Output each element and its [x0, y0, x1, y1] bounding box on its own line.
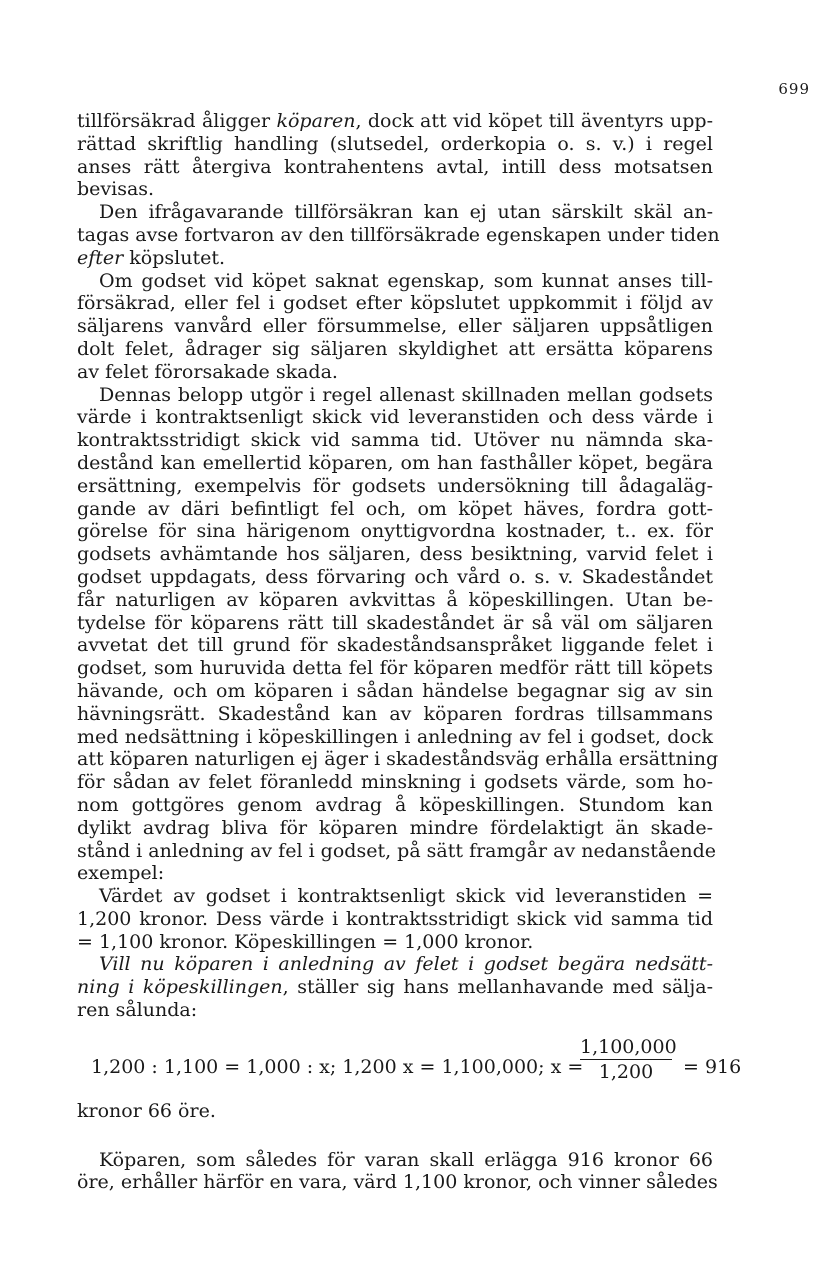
- text-line: hävningsrätt. Skadestånd kan av köparen fordras tillsammans: [77, 702, 713, 725]
- text-line: av felet förorsakade skada.: [77, 360, 338, 383]
- text-line: gande av däri befintligt fel och, om köpet häves, fordra gott-: [77, 497, 713, 520]
- text-line: för sådan av felet föranledd minskning i godsets värde, som ho-: [77, 771, 713, 794]
- text-line: nom gottgöres genom avdrag å köpeskillingen. Stundom kan: [77, 793, 713, 816]
- formula: [77, 1035, 742, 1098]
- text-line: avvetat det till grund för skadeståndsanspråket liggande felet i: [77, 634, 713, 657]
- paragraph-gap: [77, 1123, 713, 1149]
- text-line: rättad skriftlig handling (slutsedel, orderkopia o. s. v.) i regel: [77, 132, 713, 155]
- text-line: görelse för sina härigenom onyttigvordna kostnader, t.. ex. för: [77, 520, 713, 543]
- italic-phrase: Vill nu köparen i anledning av felet i godset begära nedsätt-: [99, 953, 713, 976]
- text-line: stånd i anledning av fel i godset, på sätt framgår av nedanstående: [77, 839, 717, 862]
- formula-right: = 916: [683, 1055, 742, 1078]
- text-line: öre, erhåller härför en vara, värd 1,100 kronor, och vinner således: [77, 1171, 718, 1194]
- formula-fraction: [580, 1035, 677, 1083]
- text-line: ning i köpeskillingen, ställer sig hans mellanhavande med sälja-: [77, 976, 713, 999]
- page-number: 699: [778, 80, 810, 98]
- text-line: Om godset vid köpet saknat egenskap, som kunnat anses till-: [99, 269, 713, 292]
- text-line: destånd kan emellertid köparen, om han fasthåller köpet, begära: [77, 451, 713, 474]
- text-line: bevisas.: [77, 178, 155, 201]
- text-line: godsets avhämtande hos säljaren, dess besiktning, varvid felet i: [77, 543, 713, 566]
- text-line: = 1,100 kronor. Köpeskillingen = 1,000 kronor.: [77, 930, 534, 953]
- text-line: anses rätt återgiva kontrahentens avtal, intill dess motsatsen: [77, 155, 713, 178]
- text-line: godset uppdagats, dess förvaring och vård o. s. v. Skadeståndet: [77, 565, 713, 588]
- fraction-numerator: 1,100,000: [580, 1035, 677, 1058]
- text-line: ersättning, exempelvis för godsets undersökning till ådagaläg-: [77, 474, 713, 497]
- text-line: 1,200 kronor. Dess värde i kontraktsstridigt skick vid samma tid: [77, 907, 713, 930]
- italic-term: efter: [77, 246, 124, 269]
- text-line: Köparen, som således för varan skall erlägga 916 kronor 66: [99, 1148, 713, 1171]
- text-line: efter köpslutet.: [77, 246, 226, 269]
- italic-phrase: ning i köpeskillingen: [77, 976, 283, 999]
- text-line: Den ifrågavarande tillförsäkran kan ej utan särskilt skäl an-: [99, 201, 713, 224]
- text-line: med nedsättning i köpeskillingen i anledning av fel i godset, dock: [77, 725, 713, 748]
- text-line: värde i kontraktsenligt skick vid leveranstiden och dess värde i: [77, 406, 713, 429]
- text-line: godset, som huruvida detta fel för köparen medför rätt till köpets: [77, 657, 713, 680]
- text-line: tydelse för köparens rätt till skadeståndet är så väl om säljaren: [77, 611, 713, 634]
- text-line: får naturligen av köparen avkvittas å köpeskillingen. Utan be-: [77, 588, 713, 611]
- text-line: ren sålunda:: [77, 999, 198, 1022]
- text-line: kronor 66 öre.: [77, 1099, 216, 1122]
- text-line: Värdet av godset i kontraktsenligt skick vid leveranstiden =: [99, 885, 713, 908]
- text-line: exempel:: [77, 862, 165, 885]
- text-line: kontraktsstridigt skick vid samma tid. Utöver nu nämnda ska-: [77, 429, 713, 452]
- text-line: tillförsäkrad åligger köparen, dock att vid köpet till äventyrs upp-: [77, 110, 713, 132]
- text-line: att köparen naturligen ej äger i skadeståndsväg erhålla ersättning: [77, 748, 719, 771]
- body-text: [77, 110, 742, 1194]
- text-line: dylikt avdrag bliva för köparen mindre fördelaktigt än skade-: [77, 816, 713, 839]
- text-line: försäkrad, eller fel i godset efter köpslutet uppkommit i följd av: [77, 292, 713, 315]
- text-line: Dennas belopp utgör i regel allenast skillnaden mellan godsets: [99, 383, 713, 406]
- text-line: [77, 953, 713, 976]
- italic-term: köparen: [276, 110, 356, 132]
- text-line: säljarens vanvård eller försummelse, eller säljaren uppsåtligen: [77, 315, 713, 338]
- text-line: dolt felet, ådrager sig säljaren skyldighet att ersätta köparens: [77, 337, 713, 360]
- fraction-denominator: 1,200: [598, 1060, 654, 1083]
- formula-left: 1,200 : 1,100 = 1,000 : x; 1,200 x = 1,100,000; x =: [91, 1055, 584, 1078]
- text-line: tagas avse fortvaron av den tillförsäkrade egenskapen under tiden: [77, 223, 720, 246]
- text-line: hävande, och om köparen i sådan händelse begagnar sig av sin: [77, 679, 713, 702]
